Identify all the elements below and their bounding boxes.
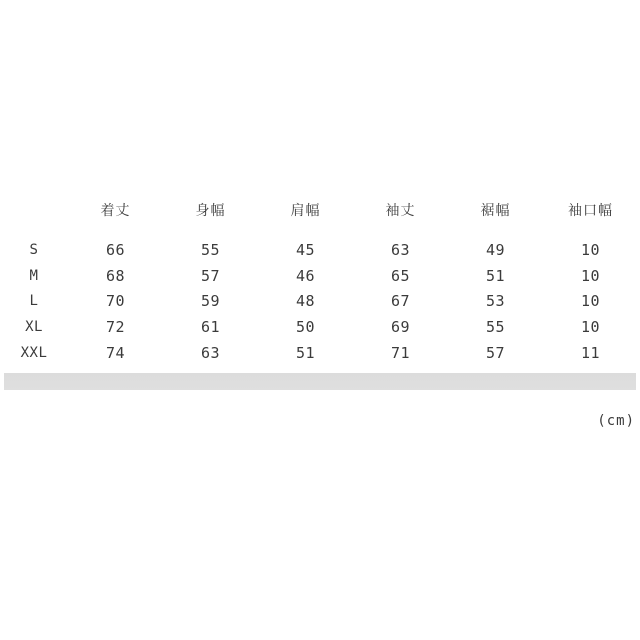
table-row-l — [0, 289, 638, 315]
table-cell: 51 — [295, 344, 316, 363]
row-label-m: M — [29, 267, 39, 284]
table-cell: 61 — [200, 318, 221, 337]
table-cell: 10 — [580, 292, 601, 311]
row-label-xxl: XXL — [20, 345, 48, 362]
table-cell: 57 — [200, 266, 221, 285]
column-header-hem-width: 裾幅 — [480, 203, 511, 219]
table-cell: 69 — [390, 318, 411, 337]
table-cell: 48 — [295, 292, 316, 311]
row-label-s: S — [29, 241, 39, 258]
divider-bar — [4, 373, 636, 390]
table-row-s — [0, 237, 638, 263]
row-label-xl: XL — [25, 319, 43, 336]
table-cell: 63 — [390, 240, 411, 259]
table-row-xl — [0, 314, 638, 340]
table-cell: 49 — [485, 240, 506, 259]
table-cell: 51 — [485, 266, 506, 285]
table-cell: 45 — [295, 240, 316, 259]
column-header-sleeve-length: 袖丈 — [385, 203, 416, 219]
table-cell: 55 — [485, 318, 506, 337]
size-chart-table — [0, 196, 638, 366]
table-cell: 66 — [105, 240, 126, 259]
table-row-m — [0, 263, 638, 289]
row-label-l: L — [29, 293, 39, 310]
table-cell: 57 — [485, 344, 506, 363]
table-cell: 72 — [105, 318, 126, 337]
table-cell: 63 — [200, 344, 221, 363]
table-cell: 10 — [580, 318, 601, 337]
table-cell: 70 — [105, 292, 126, 311]
column-header-cuff-width: 袖口幅 — [568, 203, 613, 219]
table-cell: 10 — [580, 266, 601, 285]
column-header-body-length: 着丈 — [100, 203, 131, 219]
table-cell: 74 — [105, 344, 126, 363]
column-header-body-width: 身幅 — [195, 203, 226, 219]
table-cell: 67 — [390, 292, 411, 311]
unit-label: (cm) — [597, 413, 635, 429]
table-cell: 50 — [295, 318, 316, 337]
table-cell: 65 — [390, 266, 411, 285]
table-cell: 68 — [105, 266, 126, 285]
column-header-shoulder-width: 肩幅 — [290, 203, 321, 219]
table-cell: 10 — [580, 240, 601, 259]
table-cell: 59 — [200, 292, 221, 311]
table-row-xxl — [0, 340, 638, 366]
table-header-row — [0, 196, 638, 224]
table-cell: 55 — [200, 240, 221, 259]
table-cell: 46 — [295, 266, 316, 285]
table-cell: 11 — [580, 344, 601, 363]
table-cell: 53 — [485, 292, 506, 311]
table-cell: 71 — [390, 344, 411, 363]
